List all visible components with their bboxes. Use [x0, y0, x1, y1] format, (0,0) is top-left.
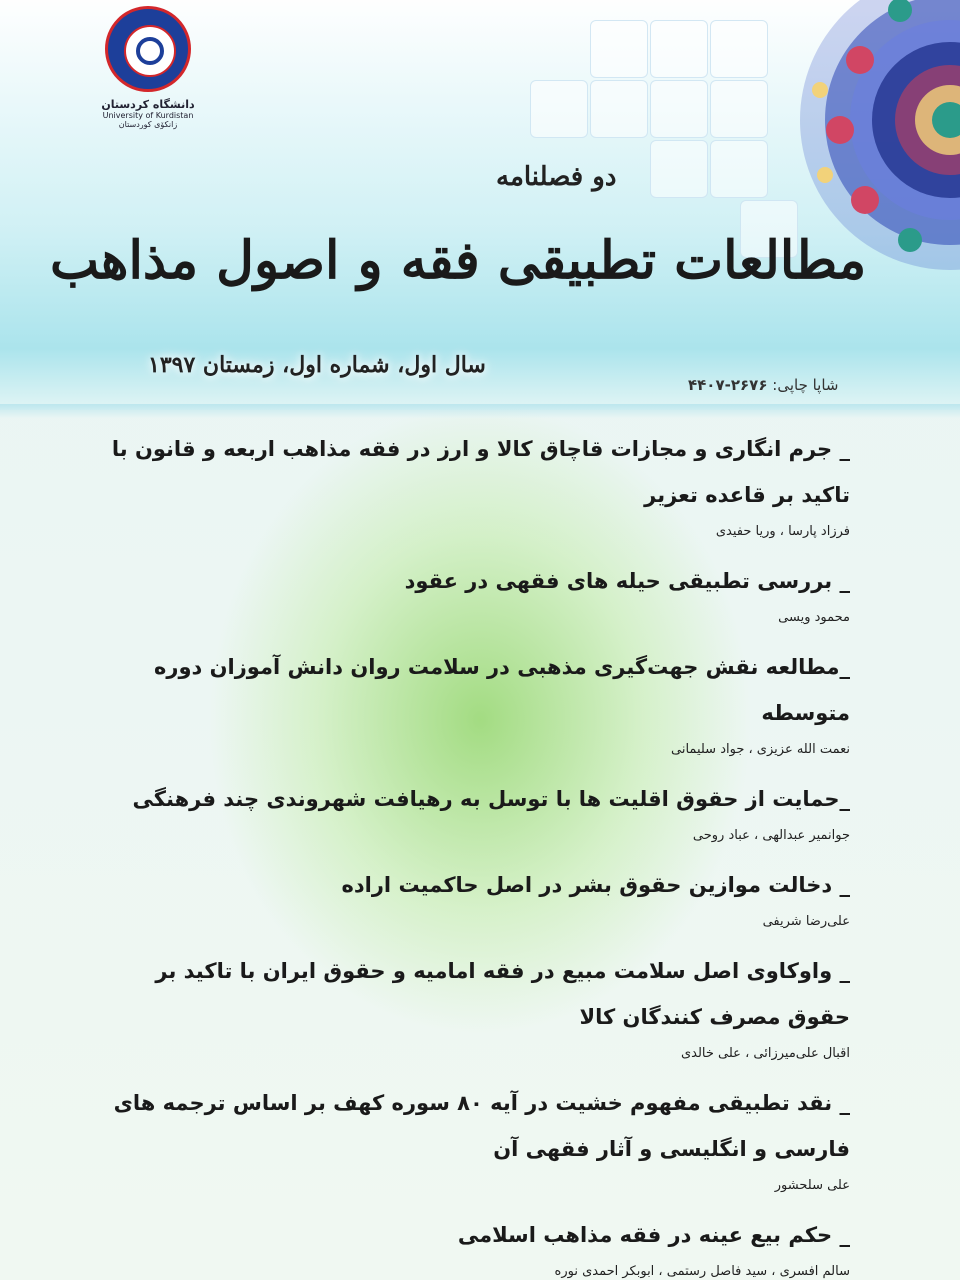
- article-item: [90, 948, 850, 1066]
- article-authors: نعمت الله عزیزی ، جواد سلیمانی: [671, 742, 850, 757]
- article-item: [90, 644, 850, 762]
- article-item: [90, 1080, 850, 1198]
- article-item: [90, 1212, 850, 1280]
- issn: [688, 376, 839, 394]
- header-divider: [0, 404, 960, 418]
- article-item: [90, 862, 850, 934]
- article-item: [90, 776, 850, 848]
- article-authors: محمود ویسی: [778, 610, 850, 625]
- article-title: _مطالعه نقش جهت‌گیری مذهبی در سلامت روان دانش آموزان دوره متوسطه: [153, 655, 850, 725]
- article-item: [90, 426, 850, 544]
- article-title: _حمایت از حقوق اقلیت ها با توسل به رهیافت شهروندی چند فرهنگی: [132, 787, 850, 811]
- university-name-fa: دانشگاه کردستان: [101, 98, 195, 111]
- university-logo: [100, 6, 196, 129]
- article-title: _ بررسی تطبیقی حیله های فقهی در عقود: [404, 569, 850, 593]
- table-of-contents: [90, 426, 850, 1280]
- article-title: _ نقد تطبیقی مفهوم خشیت در آیه ۸۰ سوره کهف بر اساس ترجمه های فارسی و انگلیسی و آثار فقهی آن: [113, 1091, 850, 1161]
- university-name-en: University of Kurdistan: [102, 111, 194, 120]
- article-title: _ دخالت موازین حقوق بشر در اصل حاکمیت اراده: [341, 873, 850, 897]
- issn-label: شاپا چاپی:: [772, 376, 839, 394]
- article-title: _ جرم انگاری و مجازات قاچاق کالا و ارز در فقه مذاهب اربعه و قانون با تاکید بر قاعده تعزیر: [111, 437, 850, 507]
- article-item: [90, 558, 850, 630]
- article-authors: علی‌رضا شریفی: [762, 914, 850, 929]
- article-authors: علی سلحشور: [774, 1178, 850, 1193]
- header-band: [0, 0, 960, 410]
- university-emblem-icon: [105, 6, 191, 92]
- article-authors: سالم افسری ، سید فاصل رستمی ، ابوبکر احمدی نوره: [554, 1264, 850, 1279]
- journal-title: مطالعات تطبیقی فقه و اصول مذاهب: [50, 230, 867, 291]
- article-title: _ واوکاوی اصل سلامت مبیع در فقه امامیه و حقوق ایران با تاکید بر حقوق مصرف کنندگان کالا: [155, 959, 850, 1029]
- journal-subtitle: دو فصلنامه: [496, 162, 617, 192]
- article-authors: جوانمیر عبدالهی ، عباد روحی: [692, 828, 850, 843]
- article-authors: فرزاد پارسا ، وریا حفیدی: [715, 524, 850, 539]
- university-name-ku: زانکۆی کوردستان: [118, 120, 178, 129]
- article-title: _ حکم بیع عینه در فقه مذاهب اسلامی: [457, 1223, 850, 1247]
- article-authors: اقبال علی‌میرزائی ، علی خالدی: [680, 1046, 850, 1061]
- issue-info: سال اول، شماره اول، زمستان ۱۳۹۷: [148, 352, 486, 378]
- issn-value: ۲۶۷۶-۴۴۰۷: [688, 376, 768, 394]
